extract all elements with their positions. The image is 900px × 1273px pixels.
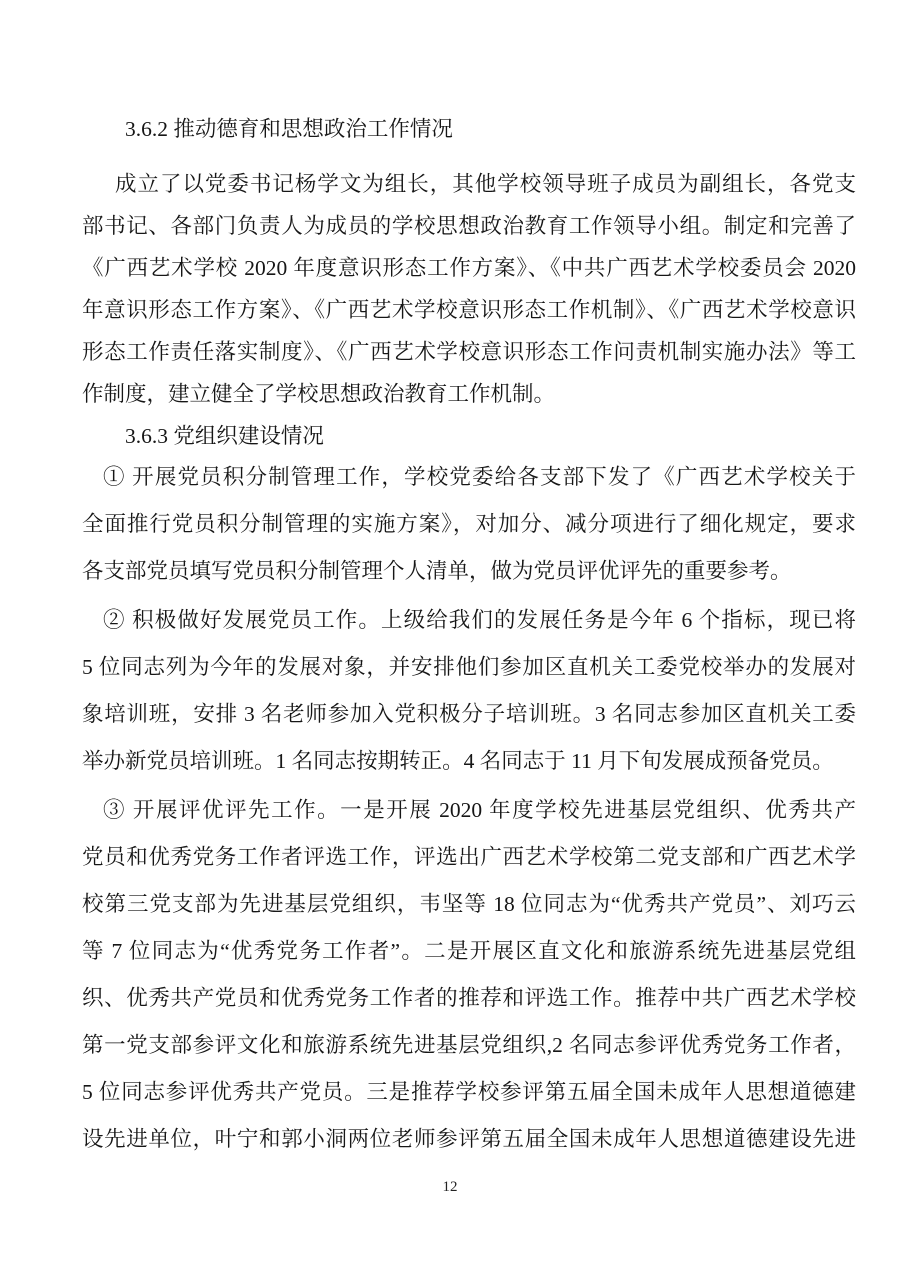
text-line: 党员和优秀党务工作者评选工作，评选出广西艺术学校第二党支部和广西艺术学 [82, 845, 856, 869]
paragraph [82, 163, 856, 415]
paragraph [82, 787, 856, 1163]
text-line: 《广西艺术学校 2020 年度意识形态工作方案》、《中共广西艺术学校委员会 2020 [82, 256, 856, 280]
text-line: 设先进单位，叶宁和郭小洞两位老师参评第五届全国未成年人思想道德建设先进 [82, 1127, 856, 1151]
text-line: 部书记、各部门负责人为成员的学校思想政治教育工作领导小组。制定和完善了 [82, 214, 856, 238]
text-line: 年意识形态工作方案》、《广西艺术学校意识形态工作机制》、《广西艺术学校意识 [82, 298, 856, 322]
text-line: 全面推行党员积分制管理的实施方案》，对加分、减分项进行了细化规定，要求 [82, 512, 856, 536]
text-line: 成立了以党委书记杨学文为组长，其他学校领导班子成员为副组长，各党支 [115, 172, 856, 196]
paragraph [82, 454, 856, 595]
text-line: 举办新党员培训班。1 名同志按期转正。4 名同志于 11 月下旬发展成预备党员。 [82, 749, 834, 773]
section-heading: 3.6.3 党组织建设情况 [125, 424, 324, 448]
text-line: 作制度，建立健全了学校思想政治教育工作机制。 [82, 382, 556, 406]
section-heading: 3.6.2 推动德育和思想政治工作情况 [125, 117, 453, 141]
text-line: ③ 开展评优评先工作。一是开展 2020 年度学校先进基层党组织、优秀共产 [103, 798, 856, 822]
text-line: 形态工作责任落实制度》、《广西艺术学校意识形态工作问责机制实施办法》等工 [82, 340, 856, 364]
text-line: ① 开展党员积分制管理工作，学校党委给各支部下发了《广西艺术学校关于 [103, 465, 856, 489]
text-line: 等 7 位同志为“优秀党务工作者”。二是开展区直文化和旅游系统先进基层党组 [82, 939, 856, 963]
text-line: 象培训班，安排 3 名老师参加入党积极分子培训班。3 名同志参加区直机关工委 [82, 702, 856, 726]
text-line: 5 位同志列为今年的发展对象，并安排他们参加区直机关工委党校举办的发展对 [82, 655, 856, 679]
text-line: 第一党支部参评文化和旅游系统先进基层党组织,2 名同志参评优秀党务工作者， [82, 1033, 856, 1057]
text-line: 各支部党员填写党员积分制管理个人清单，做为党员评优评先的重要参考。 [82, 559, 792, 583]
paragraph [82, 597, 856, 785]
document-body [82, 0, 856, 1163]
page-number: 12 [442, 1179, 458, 1195]
text-line: 织、优秀共产党员和优秀党务工作者的推荐和评选工作。推荐中共广西艺术学校 [82, 986, 856, 1010]
text-line: 校第三党支部为先进基层党组织，韦坚等 18 位同志为“优秀共产党员”、刘巧云 [82, 892, 856, 916]
text-line: ② 积极做好发展党员工作。上级给我们的发展任务是今年 6 个指标，现已将 [103, 608, 856, 632]
text-line: 5 位同志参评优秀共产党员。三是推荐学校参评第五届全国未成年人思想道德建 [82, 1080, 856, 1104]
